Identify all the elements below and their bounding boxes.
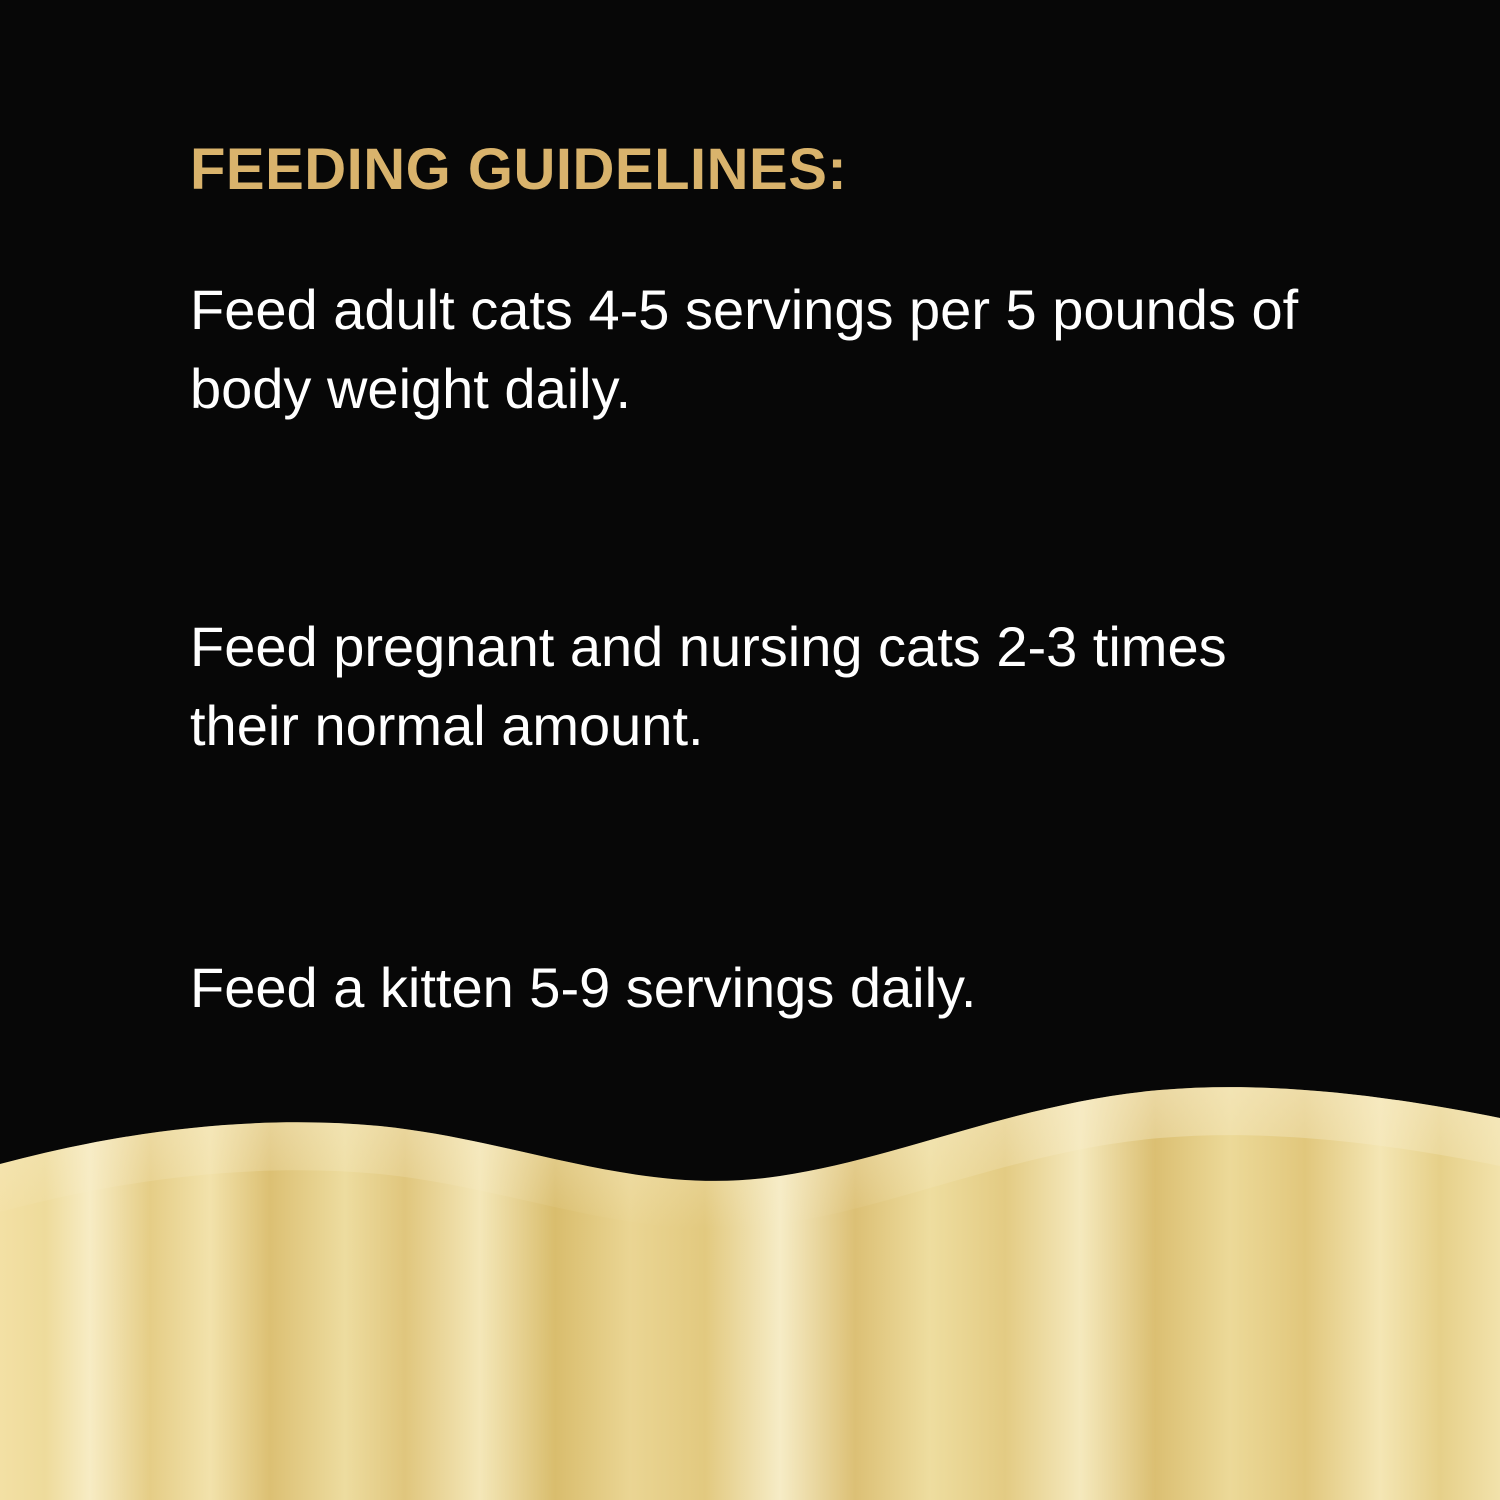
guideline-paragraph-kitten: Feed a kitten 5-9 servings daily. (190, 955, 977, 1019)
gold-wave-band (0, 1080, 1500, 1500)
page-title: FEEDING GUIDELINES: (190, 137, 848, 202)
guideline-paragraph-pregnant: Feed pregnant and nursing cats 2-3 times their normal amount. (190, 614, 1227, 758)
text-block (190, 138, 1310, 1027)
gold-wave-icon (0, 1080, 1500, 1500)
guideline-paragraph-adult: Feed adult cats 4-5 servings per 5 pounds of body weight daily. (190, 277, 1299, 421)
